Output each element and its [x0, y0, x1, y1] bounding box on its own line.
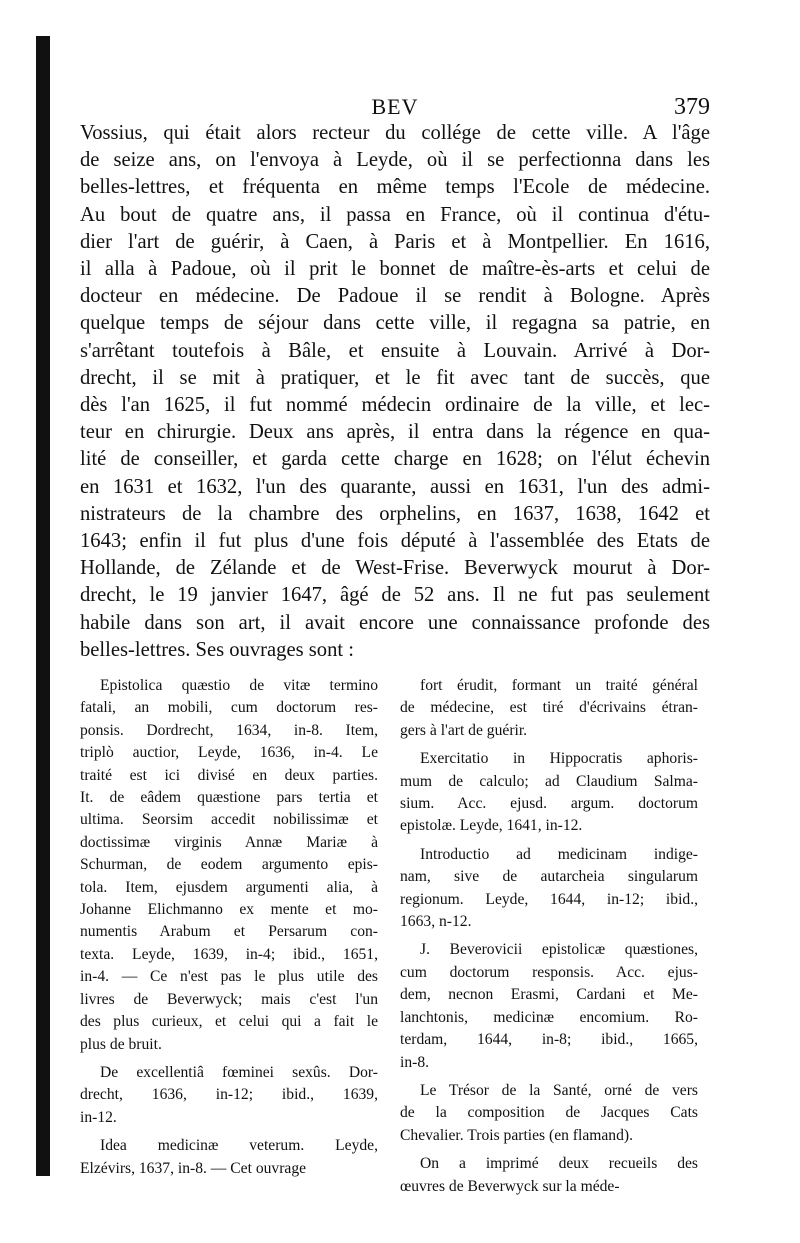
- entry-line: epistolæ. Leyde, 1641, in-12.: [400, 817, 583, 835]
- text-line: drecht, le 19 janvier 1647, âgé de 52 ans. Il ne fut pas seulement: [80, 584, 710, 607]
- text-line: docteur en médecine. De Padoue il se rendit à Bologne. Après: [80, 285, 710, 308]
- text-line: drecht, il se mit à pratiquer, et le fit avec tant de succès, que: [80, 366, 710, 389]
- left-column: [80, 675, 378, 1186]
- text-line: 1643; enfin il fut plus d'une fois député à l'assemblée des Etats de: [80, 530, 710, 553]
- page-edge-shadow: [36, 36, 50, 1176]
- text-line: quelque temps de séjour dans cette ville, il regagna sa patrie, en: [80, 312, 710, 335]
- right-column: [400, 675, 698, 1204]
- entry-line: 1663, n-12.: [400, 913, 472, 931]
- entry-line: de la composition de Jacques Cats: [400, 1104, 698, 1122]
- entry-line: doctissimæ virginis Annæ Mariæ à: [80, 833, 378, 851]
- bibliography-entry: [400, 1080, 698, 1147]
- entry-line: J. Beverovicii epistolicæ quæstiones,: [420, 941, 698, 959]
- text-line: Au bout de quatre ans, il passa en France, où il continua d'étu-: [80, 203, 710, 226]
- text-line: lité de conseiller, et garda cette charge en 1628; on l'élut échevin: [80, 448, 710, 471]
- entry-line: in-8.: [400, 1053, 430, 1071]
- entry-line: Chevalier. Trois parties (en flamand).: [400, 1126, 633, 1144]
- entry-line: fort érudit, formant un traité général: [420, 677, 698, 694]
- entry-line: Introductio ad medicinam indige-: [420, 845, 698, 863]
- bibliography-entry: [80, 1135, 378, 1180]
- entry-line: dem, necnon Erasmi, Cardani et Me-: [400, 986, 698, 1004]
- entry-line: texta. Leyde, 1639, in-4; ibid., 1651,: [80, 945, 378, 963]
- entry-line: Elzévirs, 1637, in-8. — Cet ouvrage: [80, 1159, 307, 1177]
- entry-line: Le Trésor de la Santé, orné de vers: [420, 1081, 698, 1099]
- entry-line: Schurman, de eodem argumento epis-: [80, 856, 378, 874]
- entry-line: des plus curieux, et celui qui a fait le: [80, 1013, 378, 1031]
- entry-line: numentis Arabum et Persarum con-: [80, 923, 378, 941]
- text-line: de seize ans, on l'envoya à Leyde, où il se perfectionna dans les: [80, 149, 710, 172]
- entry-line: gers à l'art de guérir.: [400, 721, 528, 739]
- entry-line: livres de Beverwyck; mais c'est l'un: [80, 990, 378, 1008]
- entry-line: sium. Acc. ejusd. argum. doctorum: [400, 795, 698, 813]
- entry-line: drecht, 1636, in-12; ibid., 1639,: [80, 1086, 378, 1104]
- text-line: Vossius, qui était alors recteur du collége de cette ville. A l'âge: [80, 122, 710, 144]
- entry-line: cum doctorum responsis. Acc. ejus-: [400, 963, 698, 981]
- entry-line: Johanne Elichmanno ex mente et mo-: [80, 901, 378, 919]
- bibliography-entry: [400, 939, 698, 1073]
- entry-line: in-4. — Ce n'est pas le plus utile des: [80, 968, 378, 986]
- entry-line: nam, sive de autarcheia singularum: [400, 868, 698, 886]
- bibliography-columns: [80, 675, 710, 1215]
- bibliography-entry: [400, 748, 698, 838]
- bibliography-entry: [400, 675, 698, 742]
- bibliography-entry: [80, 1062, 378, 1129]
- entry-line: fatali, an mobili, cum doctorum res-: [80, 699, 378, 717]
- text-line: belles-lettres, et fréquenta en même temps l'Ecole de médecine.: [80, 176, 710, 199]
- text-line: dès l'an 1625, il fut nommé médecin ordinaire de la ville, et lec-: [80, 394, 710, 417]
- text-line: s'arrêtant toutefois à Bâle, et ensuite à Louvain. Arrivé à Dor-: [80, 339, 710, 362]
- text-line: teur en chirurgie. Deux ans après, il entra dans la régence en qua-: [80, 421, 710, 444]
- entry-line: Exercitatio in Hippocratis aphoris-: [420, 750, 698, 768]
- entry-line: It. de eâdem quæstione pars tertia et: [80, 789, 378, 807]
- text-line: habile dans son art, il avait encore une connaissance profonde des: [80, 611, 710, 634]
- entry-line: de médecine, est tiré d'écrivains étran-: [400, 699, 698, 717]
- entry-line: lanchtonis, medicinæ encomium. Ro-: [400, 1008, 698, 1026]
- text-line: Hollande, de Zélande et de West-Frise. Beverwyck mourut à Dor-: [80, 557, 710, 580]
- bibliography-entry: [400, 844, 698, 934]
- entry-line: traité est ici divisé en deux parties.: [80, 766, 378, 784]
- text-line: dier l'art de guérir, à Caen, à Paris et à Montpellier. En 1616,: [80, 230, 710, 253]
- entry-line: Epistolica quæstio de vitæ termino: [100, 677, 378, 694]
- entry-line: ultima. Seorsim accedit nobilissimæ et: [80, 811, 378, 829]
- running-head: BEV: [371, 94, 419, 119]
- bibliography-entry: [80, 675, 378, 1056]
- entry-line: De excellentiâ fœminei sexûs. Dor-: [100, 1063, 378, 1081]
- page-number: 379: [674, 94, 710, 120]
- entry-line: regionum. Leyde, 1644, in-12; ibid.,: [400, 890, 698, 908]
- main-paragraph: [80, 120, 710, 664]
- entry-line: Idea medicinæ veterum. Leyde,: [100, 1137, 378, 1155]
- bibliography-entry: [400, 1153, 698, 1198]
- text-line: nistrateurs de la chambre des orphelins, en 1637, 1638, 1642 et: [80, 502, 710, 525]
- entry-line: in-12.: [80, 1108, 117, 1126]
- entry-line: triplò auctior, Leyde, 1636, in-4. Le: [80, 744, 378, 762]
- entry-line: œuvres de Beverwyck sur la méde-: [400, 1177, 620, 1195]
- entry-line: mum de calculo; ad Claudium Salma-: [400, 772, 698, 790]
- entry-line: tola. Item, ejusdem argumenti alia, à: [80, 878, 378, 896]
- text-line: en 1631 et 1632, l'un des quarante, aussi en 1631, l'un des admi-: [80, 475, 710, 498]
- text-line: belles-lettres. Ses ouvrages sont :: [80, 638, 354, 661]
- entry-line: plus de bruit.: [80, 1035, 162, 1053]
- entry-line: terdam, 1644, in-8; ibid., 1665,: [400, 1031, 698, 1049]
- entry-line: On a imprimé deux recueils des: [420, 1155, 698, 1173]
- entry-line: ponsis. Dordrecht, 1634, in-8. Item,: [80, 721, 378, 739]
- text-line: il alla à Padoue, où il prit le bonnet de maître-ès-arts et celui de: [80, 258, 710, 281]
- page-header: [80, 94, 710, 120]
